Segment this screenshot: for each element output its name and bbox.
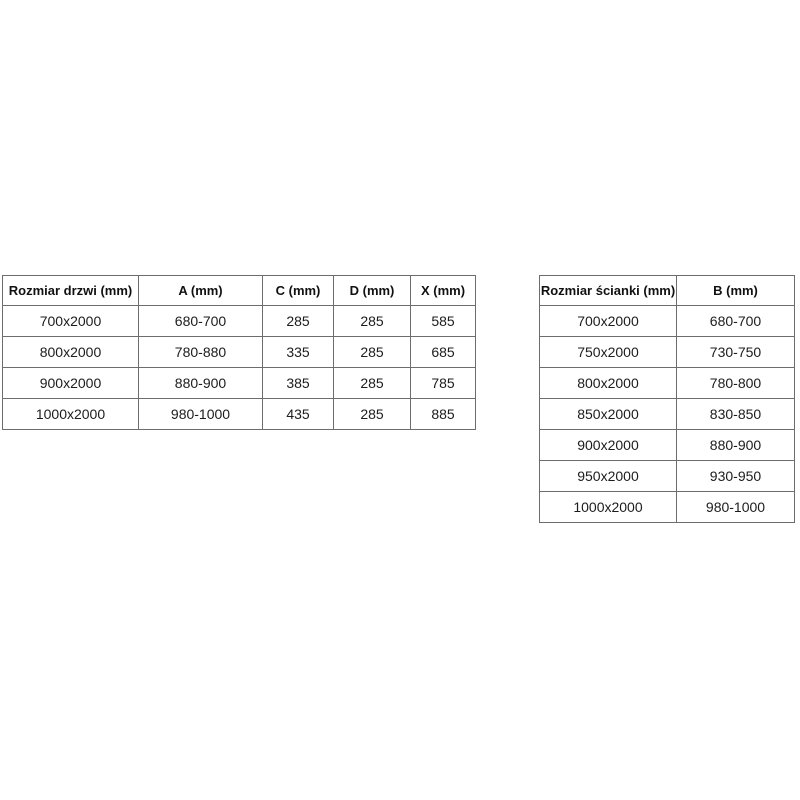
table-row <box>3 368 476 399</box>
table-row <box>540 430 795 461</box>
table-row <box>540 399 795 430</box>
table-cell: 680-700 <box>677 306 795 337</box>
table-cell: 800x2000 <box>3 337 139 368</box>
column-header-c: C (mm) <box>263 276 334 306</box>
doors-size-table <box>2 275 476 430</box>
table-cell: 850x2000 <box>540 399 677 430</box>
table-row <box>3 399 476 430</box>
table-cell: 980-1000 <box>677 492 795 523</box>
column-header-a: A (mm) <box>139 276 263 306</box>
table-cell: 800x2000 <box>540 368 677 399</box>
table-cell: 285 <box>334 337 411 368</box>
table-cell: 285 <box>334 306 411 337</box>
table-cell: 880-900 <box>677 430 795 461</box>
table-cell: 435 <box>263 399 334 430</box>
table-cell: 880-900 <box>139 368 263 399</box>
column-header-d: D (mm) <box>334 276 411 306</box>
column-header-x: X (mm) <box>411 276 476 306</box>
table-cell: 780-880 <box>139 337 263 368</box>
table-row <box>3 306 476 337</box>
table-cell: 930-950 <box>677 461 795 492</box>
table-cell: 335 <box>263 337 334 368</box>
table-cell: 685 <box>411 337 476 368</box>
table-cell: 285 <box>334 399 411 430</box>
table-cell: 585 <box>411 306 476 337</box>
table-cell: 780-800 <box>677 368 795 399</box>
table-row <box>540 492 795 523</box>
table-cell: 285 <box>334 368 411 399</box>
table-cell: 830-850 <box>677 399 795 430</box>
table-cell: 1000x2000 <box>3 399 139 430</box>
table-cell: 680-700 <box>139 306 263 337</box>
table-cell: 980-1000 <box>139 399 263 430</box>
table-cell: 900x2000 <box>3 368 139 399</box>
doors-header-row <box>3 276 476 306</box>
table-cell: 285 <box>263 306 334 337</box>
table-cell: 730-750 <box>677 337 795 368</box>
table-row <box>540 337 795 368</box>
column-header-b: B (mm) <box>677 276 795 306</box>
table-row <box>540 368 795 399</box>
table-cell: 700x2000 <box>540 306 677 337</box>
table-row <box>540 461 795 492</box>
table-cell: 950x2000 <box>540 461 677 492</box>
walls-header-row <box>540 276 795 306</box>
walls-size-table <box>539 275 795 523</box>
column-header-door-size: Rozmiar drzwi (mm) <box>3 276 139 306</box>
table-cell: 900x2000 <box>540 430 677 461</box>
table-cell: 1000x2000 <box>540 492 677 523</box>
table-cell: 385 <box>263 368 334 399</box>
table-row <box>3 337 476 368</box>
table-cell: 785 <box>411 368 476 399</box>
column-header-wall-size: Rozmiar ścianki (mm) <box>540 276 677 306</box>
table-cell: 885 <box>411 399 476 430</box>
table-row <box>540 306 795 337</box>
table-cell: 700x2000 <box>3 306 139 337</box>
table-cell: 750x2000 <box>540 337 677 368</box>
